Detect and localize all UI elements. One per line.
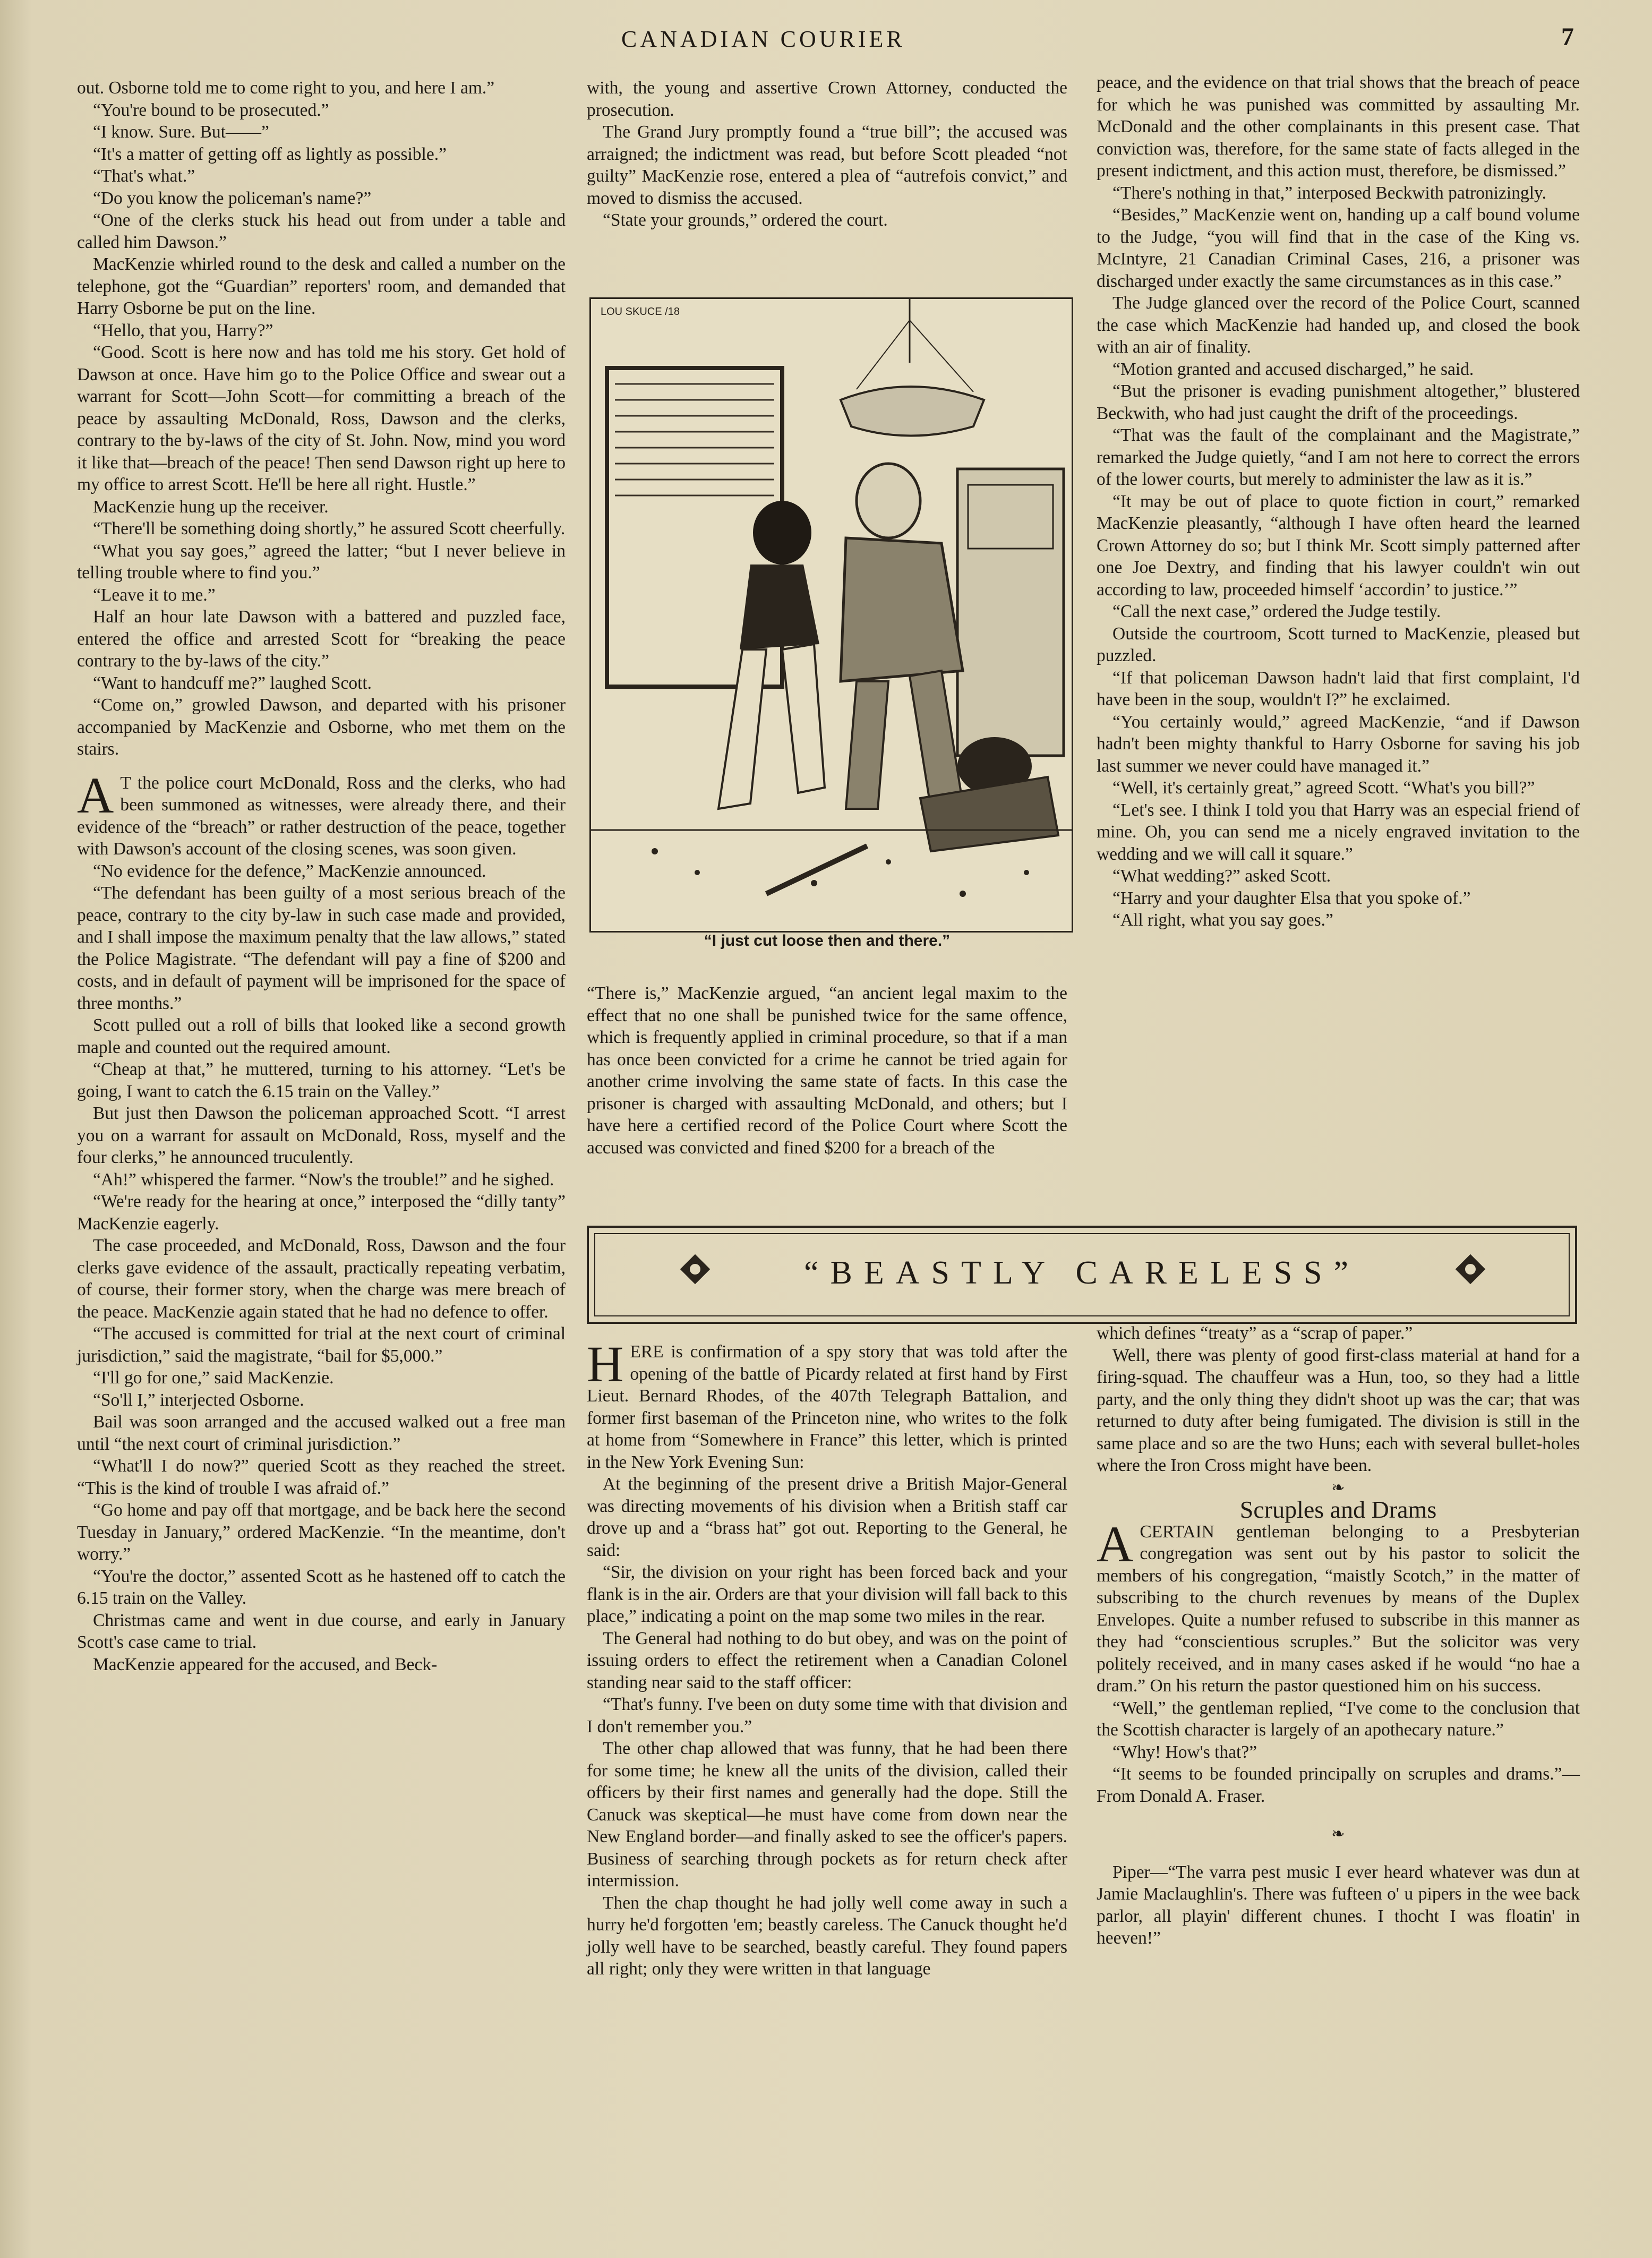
paragraph: But just then Dawson the policeman approached Scott. “I arrest you on a warrant for assault on McDonald, Ross, myself and the four clerks,” he announced truculently. (77, 1104, 566, 1167)
scruples-intro: ACERTAIN gentleman belonging to a Presbyterian congregation was sent out by his pastor to solicit the members of his congregation, “maistly Scotch,” in the matter of subscribing to the church revenues by means of the Duplex Envelopes. Quite a number refused to subscribe in this manner as they had “conscientious scruples.” But the solicitor was very politely received, and in many cases asked if he would “no hae a dram.” On his return the pastor questioned him on his success. (1097, 1515, 1580, 1696)
cartoon-caption: “I just cut loose then and there.” (704, 932, 951, 950)
dingbat-icon: ❧ (1331, 1478, 1345, 1496)
paragraph: “Motion granted and accused discharged,” he said. (1112, 359, 1474, 379)
paragraph: “There is,” MacKenzie argued, “an ancient legal maxim to the effect that no one shall be punished twice for the same offence, which is frequently applied in criminal procedure, so that if a man has once been convicted for a crime he cannot be tried again for another crime involving the same state of facts. In this case the prisoner is charged with assaulting McDonald, and others; but I have here a certified record of the Police Court where Scott the accused was convicted and fined $200 for a breach of the (587, 983, 1067, 1158)
paragraph: “I'll go for one,” said MacKenzie. (93, 1368, 334, 1388)
paragraph: “That was the fault of the complainant and the Magistrate,” remarked the Judge quietly, “and I am not here to correct the errors of the lower courts, but merely to administer the law as it is.” (1097, 425, 1580, 489)
paragraph: At the beginning of the present drive a British Major-General was directing movements of his division when a British staff car drove up and a “brass hat” got out. Reporting to the General, he said: (587, 1474, 1067, 1560)
page-number: 7 (1561, 23, 1574, 51)
paragraph: MacKenzie appeared for the accused, and Beck- (93, 1654, 438, 1674)
paragraph: peace, and the evidence on that trial shows that the breach of peace for which he was punished was committed by assaulting Mr. McDonald and the other complainants in this present case. That conviction was, therefore, for the same state of facts alleged in the present indictment, and this action must, therefore, be dismissed.” (1097, 73, 1580, 181)
paragraph: “Call the next case,” ordered the Judge testily. (1112, 602, 1441, 621)
paragraph: “What'll I do now?” queried Scott as they reached the street. “This is the kind of trouble I was afraid of.” (77, 1456, 566, 1498)
paragraph: “It's a matter of getting off as lightly as possible.” (93, 144, 447, 164)
paragraph: “You certainly would,” agreed MacKenzie, “and if Dawson hadn't been mighty thankful to Harry Osborne for saving his job last summer we never could have managed it.” (1097, 712, 1580, 776)
paragraph: The case proceeded, and McDonald, Ross, Dawson and the four clerks gave evidence of the assault, practically repeating verbatim, of course, their former story, when the charge was mere breach of the peace. MacKenzie again stated that he had no defence to offer. (77, 1236, 566, 1322)
paragraph: with, the young and assertive Crown Attorney, conducted the prosecution. (587, 78, 1067, 120)
piper-anecdote: Piper—“The varra pest music I ever heard whatever was dun at Jamie Maclaughlin's. There was fufteen o' u pipers in the wee back parlor, all playin' different chunes. I thocht I was floatin' in heeven!” (1097, 1862, 1580, 1948)
paragraph: “All right, what you say goes.” (1112, 910, 1333, 930)
paragraph: “That's what.” (93, 166, 195, 186)
paragraph: Half an hour late Dawson with a battered and puzzled face, entered the office and arrested Scott for “breaking the peace contrary to the by-laws of the city.” (77, 607, 566, 671)
paragraph: “What wedding?” asked Scott. (1112, 866, 1331, 886)
column-3 (1097, 72, 1580, 931)
paragraph: “What you say goes,” agreed the latter; “but I never believe in telling trouble where to find you.” (77, 541, 566, 583)
paragraph: “But the prisoner is evading punishment altogether,” blustered Beckwith, who had just caught the drift of the proceedings. (1097, 381, 1580, 423)
paragraph: “We're ready for the hearing at once,” interposed the “dilly tanty” MacKenzie eagerly. (77, 1192, 566, 1234)
paragraph: Scott pulled out a roll of bills that looked like a second growth maple and counted out the required amount. (77, 1015, 566, 1057)
paragraph: “The accused is committed for trial at the next court of criminal jurisdiction,” said the magistrate, “bail for $5,000.” (77, 1324, 566, 1366)
paragraph: The Grand Jury promptly found a “true bill”; the accused was arraigned; the indictment was read, but before Scott pleaded “not guilty” MacKenzie rose, entered a plea of “autrefois convict,” and moved to dismiss the accused. (587, 122, 1067, 208)
paragraph: “You're bound to be prosecuted.” (93, 100, 329, 120)
paragraph: “You're the doctor,” assented Scott as he hastened off to catch the 6.15 train on the Valley. (77, 1566, 566, 1608)
column-1 (77, 77, 566, 1675)
paragraph: “Let's see. I think I told you that Harry was an especial friend of mine. Oh, you can send me a nicely engraved invitation to the wedding and we will call it square.” (1097, 800, 1580, 864)
column-5 (1097, 1322, 1580, 1949)
paragraph: “That's funny. I've been on duty some time with that division and I don't remember you.” (587, 1695, 1067, 1737)
paragraph: Bail was soon arranged and the accused walked out a free man until “the next court of criminal jurisdiction.” (77, 1412, 566, 1454)
paragraph: Then the chap thought he had jolly well come away in such a hurry he'd forgotten 'em; beastly careless. The Canuck thought he'd jolly well have to be searched, beastly careful. They found papers all right; only they were written in that language (587, 1893, 1067, 1979)
paragraph: “If that policeman Dawson hadn't laid that first complaint, I'd have been in the soup, wouldn't I?” he exclaimed. (1097, 668, 1580, 709)
paragraph: MacKenzie hung up the receiver. (93, 497, 329, 517)
paragraph: Well, there was plenty of good first-class material at hand for a firing-squad. The chauffeur was a Hun, too, so they had a little party, and the only thing they didn't shoot up was the car; that was returned to duty after being fumigated. The division is still in the same place and so are the two Huns; each with several bullet-holes where the Iron Cross might have been. (1097, 1345, 1580, 1475)
column-2-continued (587, 982, 1067, 1159)
drop-cap: A (1097, 1515, 1134, 1572)
paragraph: “State your grounds,” ordered the court. (603, 210, 888, 230)
paragraph: “No evidence for the defence,” MacKenzie announced. (93, 861, 486, 881)
paragraph: “One of the clerks stuck his head out from under a table and called him Dawson.” (77, 210, 566, 252)
paragraph: which defines “treaty” as a “scrap of paper.” (1097, 1323, 1413, 1343)
paragraph: “Besides,” MacKenzie went on, handing up a calf bound volume to the Judge, “you will find that in the case of the King vs. McIntyre, 21 Canadian Criminal Cases, 216, a prisoner was discharged under exactly the same circumstances as in this case.” (1097, 205, 1580, 291)
paragraph: Outside the courtroom, Scott turned to MacKenzie, pleased but puzzled. (1097, 623, 1580, 665)
paragraph: Christmas came and went in due course, and early in January Scott's case came to trial. (77, 1610, 566, 1652)
masthead (0, 21, 1652, 58)
cartoon-illustration (589, 297, 1073, 933)
paragraph: “Harry and your daughter Elsa that you spoke of.” (1112, 888, 1471, 908)
paragraph: “Do you know the policeman's name?” (93, 188, 372, 208)
paragraph: “Want to handcuff me?” laughed Scott. (93, 673, 372, 693)
paragraph: out. Osborne told me to come right to you, and here I am.” (77, 78, 495, 98)
paragraph: “Good. Scott is here now and has told me his story. Get hold of Dawson at once. Have him go to the Police Office and swear out a warrant for Scott—John Scott—for committing a breach of the peace by assaulting McDonald, Ross, Dawson and the clerks, contrary to the by-laws of the city of St. John. Now, mind you word it like that—breach of the peace! Then send Dawson right up here to my office to arrest Scott. He'll be here all right. Hustle.” (77, 343, 566, 494)
paragraph: “It seems to be founded principally on scruples and drams.”—From Donald A. Fraser. (1097, 1764, 1580, 1806)
paragraph: “Leave it to me.” (93, 585, 216, 605)
drop-cap: H (587, 1336, 624, 1392)
spy-story-intro: HERE is confirmation of a spy story that was told after the opening of the battle of Picardy related at first hand by First Lieut. Bernard Rhodes, of the 407th Telegraph Battalion, and former first baseman of the Princeton nine, who writes to the folk at home from “Somewhere in France” this letter, which is printed in the New York Evening Sun: (587, 1336, 1067, 1472)
drop-cap: A (77, 766, 114, 824)
paragraph: “Well, it's certainly great,” agreed Scott. “What's you bill?” (1112, 778, 1535, 798)
paragraph: “There's nothing in that,” interposed Beckwith patronizingly. (1112, 183, 1546, 203)
publication-title: CANADIAN COURIER (621, 26, 905, 52)
paragraph: “Come on,” growled Dawson, and departed with his prisoner accompanied by MacKenzie and Osborne, who met them on the stairs. (77, 695, 566, 759)
column-2 (587, 77, 1067, 232)
paragraph: “I know. Sure. But——” (93, 122, 269, 142)
paragraph: “Cheap at that,” he muttered, turning to his attorney. “Let's be going, I want to catch the 6.15 train on the Valley.” (77, 1059, 566, 1101)
paragraph: MacKenzie whirled round to the desk and called a number on the telephone, got the “Guardian” reporters' room, and demanded that Harry Osborne be put on the line. (77, 254, 566, 318)
paragraph: “Why! How's that?” (1112, 1742, 1257, 1762)
paragraph: “Sir, the division on your right has been forced back and your flank is in the air. Orders are that your division will fall back to this place,” indicating a point on the map some two miles in the rear. (587, 1562, 1067, 1626)
paragraph: “There'll be something doing shortly,” he assured Scott cheerfully. (93, 519, 566, 538)
paragraph: “Go home and pay off that mortgage, and be back here the second Tuesday in January,” ordered MacKenzie. “In the meantime, don't worry.” (77, 1500, 566, 1564)
paragraph: The Judge glanced over the record of the Police Court, scanned the case which MacKenzie had handed up, and closed the book with an air of finality. (1097, 293, 1580, 357)
paragraph: “Ah!” whispered the farmer. “Now's the trouble!” and he sighed. (93, 1169, 554, 1190)
paragraph: “The defendant has been guilty of a most serious breach of the peace, contrary to the city by-law in such case made and provided, and I shall impose the maximum penalty that the law allows,” stated the Police Magistrate. “The defendant will pay a fine of $200 and costs, and in default of payment will be imprisoned for the space of three months.” (77, 883, 566, 1013)
paragraph: “Hello, that you, Harry?” (93, 320, 273, 340)
banner-title: “BEASTLY CARELESS” (803, 1255, 1360, 1291)
scruples-heading: Scruples and Drams (1239, 1496, 1437, 1523)
ornament-right-icon (1454, 1253, 1486, 1285)
paragraph: “Well,” the gentleman replied, “I've come to the conclusion that the Scottish character is largely of an apothecary nature.” (1097, 1698, 1580, 1740)
dingbat-icon: ❧ (1331, 1825, 1345, 1843)
column-4 (587, 1336, 1067, 1980)
paragraph: The General had nothing to do but obey, and was on the point of issuing orders to effect the retirement when a Canadian Colonel standing near said to the staff officer: (587, 1628, 1067, 1692)
police-court-paragraph: A T the police court McDonald, Ross and the clerks, who had been summoned as witnesses, were already there, and their evidence of the “breach” or rather destruction of the peace, together with Dawson's account of the closing scenes, was soon given. (77, 766, 566, 859)
cartoon-signature: LOU SKUCE /18 (601, 306, 680, 318)
beastly-careless-banner (587, 1226, 1577, 1324)
paragraph: “It may be out of place to quote fiction in court,” remarked MacKenzie pleasantly, “although I have often heard the learned Crown Attorney do so; but I think Mr. Scott simply patterned after one Joe Dextry, and finding that his lawyer couldn't win out according to law, proceeded himself ‘accordin’ to justice.’” (1097, 491, 1580, 600)
paragraph: “So'll I,” interjected Osborne. (93, 1390, 304, 1410)
paragraph: The other chap allowed that was funny, that he had been there for some time; he knew all the units of the division, called their officers by their first names and generally had the dope. Still the Canuck was skeptical—he must have come from down near the New England border—and finally asked to see the officer's papers. Business of searching through pockets as for return check after intermission. (587, 1739, 1067, 1891)
